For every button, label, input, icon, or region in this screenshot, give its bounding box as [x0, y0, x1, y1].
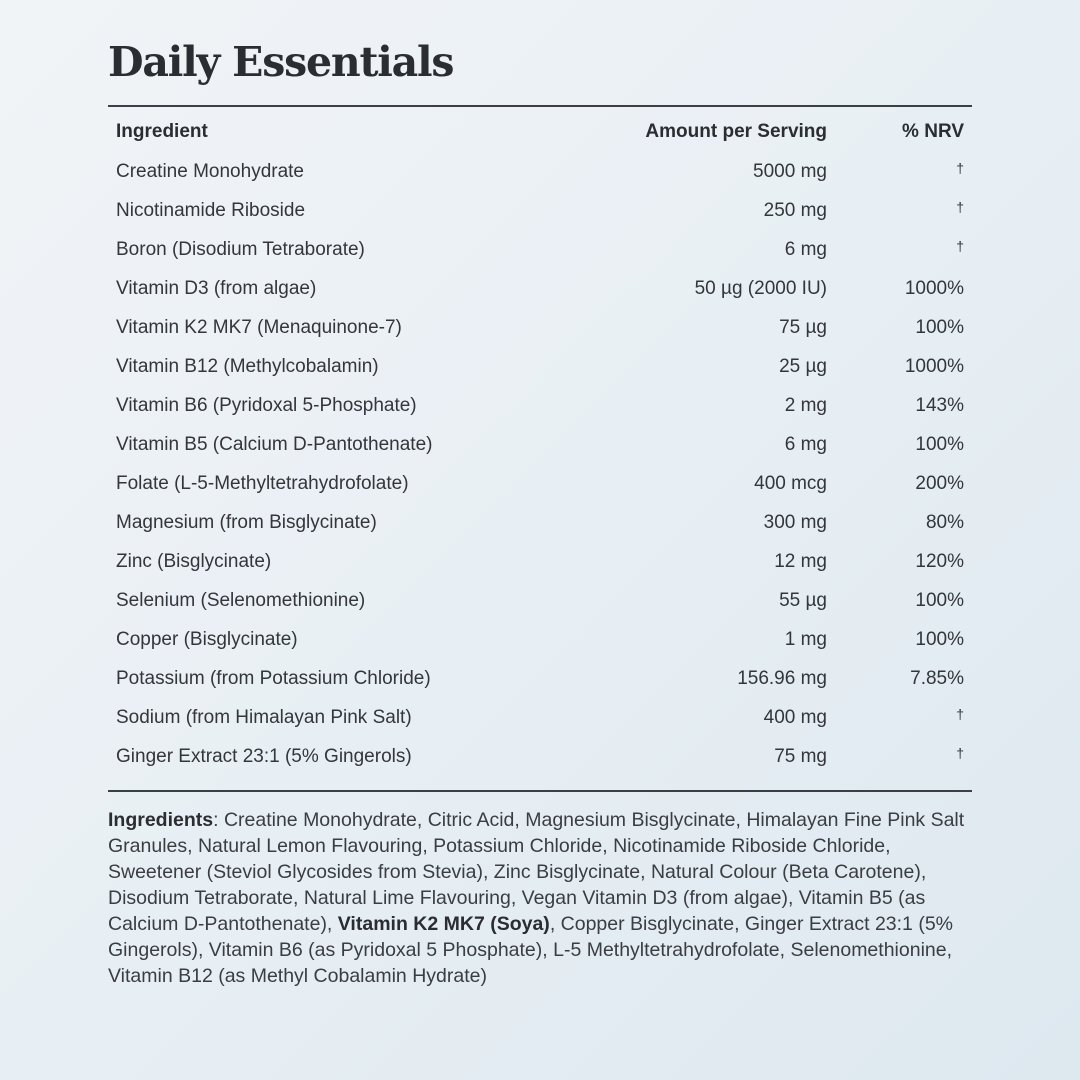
nrv-value: 100% — [915, 589, 964, 611]
nrv-percent — [827, 386, 972, 425]
allergen-highlight: Vitamin K2 MK7 (Soya) — [337, 913, 550, 935]
nrv-value: 1000% — [904, 355, 964, 377]
header-ingredient: Ingredient — [116, 121, 208, 142]
ingredient-name: Vitamin B6 (Pyridoxal 5-Phosphate) — [116, 394, 417, 416]
ingredient-name: Boron (Disodium Tetraborate) — [116, 238, 365, 260]
table-body — [108, 152, 972, 776]
ingredient-name: Zinc (Bisglycinate) — [116, 550, 272, 572]
amount-per-serving: 75 µg — [779, 316, 827, 338]
ingredient-name: Vitamin B12 (Methylcobalamin) — [116, 355, 379, 377]
table-row — [108, 698, 972, 737]
nrv-percent — [827, 581, 972, 620]
nrv-value: 100% — [915, 628, 964, 650]
table-header-row — [108, 112, 972, 152]
header-amount: Amount per Serving — [645, 121, 827, 142]
ingredients-statement — [108, 807, 972, 989]
amount-per-serving: 1 mg — [784, 628, 827, 650]
table-row — [108, 230, 972, 269]
nrv-value: 7.85% — [910, 667, 964, 689]
ingredient-name: Vitamin K2 MK7 (Menaquinone-7) — [116, 316, 402, 338]
table-row — [108, 542, 972, 581]
ingredient-name: Creatine Monohydrate — [116, 160, 304, 182]
ingredient-name: Copper (Bisglycinate) — [116, 628, 298, 650]
table-row — [108, 503, 972, 542]
top-divider — [108, 105, 972, 107]
amount-per-serving: 400 mg — [763, 706, 827, 728]
ingredient-name: Ginger Extract 23:1 (5% Gingerols) — [116, 745, 412, 767]
nrv-percent — [827, 464, 972, 503]
dagger-footnote-mark: † — [956, 705, 964, 722]
amount-per-serving: 12 mg — [774, 550, 827, 572]
nrv-value: 100% — [915, 316, 964, 338]
table-row — [108, 620, 972, 659]
amount-per-serving: 6 mg — [784, 238, 827, 260]
nrv-percent — [827, 620, 972, 659]
amount-per-serving: 25 µg — [779, 355, 827, 377]
ingredient-name: Potassium (from Potassium Chloride) — [116, 667, 431, 689]
nrv-value: 200% — [915, 472, 964, 494]
table-row — [108, 347, 972, 386]
nrv-value: 120% — [915, 550, 964, 572]
table-row — [108, 152, 972, 191]
amount-per-serving: 75 mg — [774, 745, 827, 767]
nrv-percent — [827, 269, 972, 308]
amount-per-serving: 55 µg — [779, 589, 827, 611]
dagger-footnote-mark: † — [956, 198, 964, 215]
amount-per-serving: 300 mg — [763, 511, 827, 533]
table-row — [108, 191, 972, 230]
dagger-footnote-mark: † — [956, 159, 964, 176]
nrv-percent — [827, 308, 972, 347]
amount-per-serving: 250 mg — [763, 199, 827, 221]
ingredient-name: Vitamin B5 (Calcium D-Pantothenate) — [116, 433, 433, 455]
nrv-percent — [827, 347, 972, 386]
page-title: Daily Essentials — [108, 38, 454, 86]
nrv-value: 143% — [915, 394, 964, 416]
table-row — [108, 269, 972, 308]
nrv-value: 100% — [915, 433, 964, 455]
nrv-value: 1000% — [904, 277, 964, 299]
nrv-percent — [827, 737, 972, 776]
amount-per-serving: 5000 mg — [753, 160, 827, 182]
nrv-percent — [827, 542, 972, 581]
table-row — [108, 308, 972, 347]
table-row — [108, 737, 972, 776]
dagger-footnote-mark: † — [956, 744, 964, 761]
dagger-footnote-mark: † — [956, 237, 964, 254]
amount-per-serving: 6 mg — [784, 433, 827, 455]
nrv-value: 80% — [925, 511, 964, 533]
table-row — [108, 464, 972, 503]
ingredients-text-after: , Copper Bisglycinate, Ginger Extract 23:1 (5% Gingerols), Vitamin B6 (as Pyridoxal 5 Phosphate), L-5 Methyltetrahydrofolate, Selenomethionine, Vitamin B12 (as Methyl Cobalamin Hydrate) — [108, 913, 953, 987]
table-row — [108, 425, 972, 464]
nrv-percent — [827, 152, 972, 191]
ingredient-name: Vitamin D3 (from algae) — [116, 277, 317, 299]
nrv-percent — [827, 191, 972, 230]
ingredient-name: Magnesium (from Bisglycinate) — [116, 511, 377, 533]
ingredient-name: Selenium (Selenomethionine) — [116, 589, 366, 611]
amount-per-serving: 400 mcg — [754, 472, 827, 494]
ingredients-text-before: : Creatine Monohydrate, Citric Acid, Magnesium Bisglycinate, Himalayan Fine Pink Salt Granules, Natural Lemon Flavouring, Potassium Chloride, Nicotinamide Riboside Chloride, Sweetener (Steviol Glycosides from Stevia), Zinc Bisglycinate, Natural Colour (Beta Carotene), Disodium Tetraborate, Natural Lime Flavouring, Vegan Vitamin D3 (from algae), Vitamin B5 (as Calcium D-Pantothenate), — [108, 809, 965, 935]
bottom-divider — [108, 790, 972, 792]
table-row — [108, 581, 972, 620]
ingredient-name: Sodium (from Himalayan Pink Salt) — [116, 706, 412, 728]
amount-per-serving: 50 µg (2000 IU) — [694, 277, 827, 299]
nutrition-table — [108, 112, 972, 776]
ingredient-name: Nicotinamide Riboside — [116, 199, 306, 221]
nrv-percent — [827, 698, 972, 737]
header-nrv: % NRV — [902, 121, 964, 142]
nrv-percent — [827, 425, 972, 464]
ingredient-name: Folate (L-5-Methyltetrahydrofolate) — [116, 472, 409, 494]
nrv-percent — [827, 503, 972, 542]
table-row — [108, 386, 972, 425]
nrv-percent — [827, 230, 972, 269]
nrv-percent — [827, 659, 972, 698]
amount-per-serving: 156.96 mg — [737, 667, 827, 689]
ingredients-label: Ingredients — [108, 809, 214, 831]
table-row — [108, 659, 972, 698]
amount-per-serving: 2 mg — [784, 394, 827, 416]
